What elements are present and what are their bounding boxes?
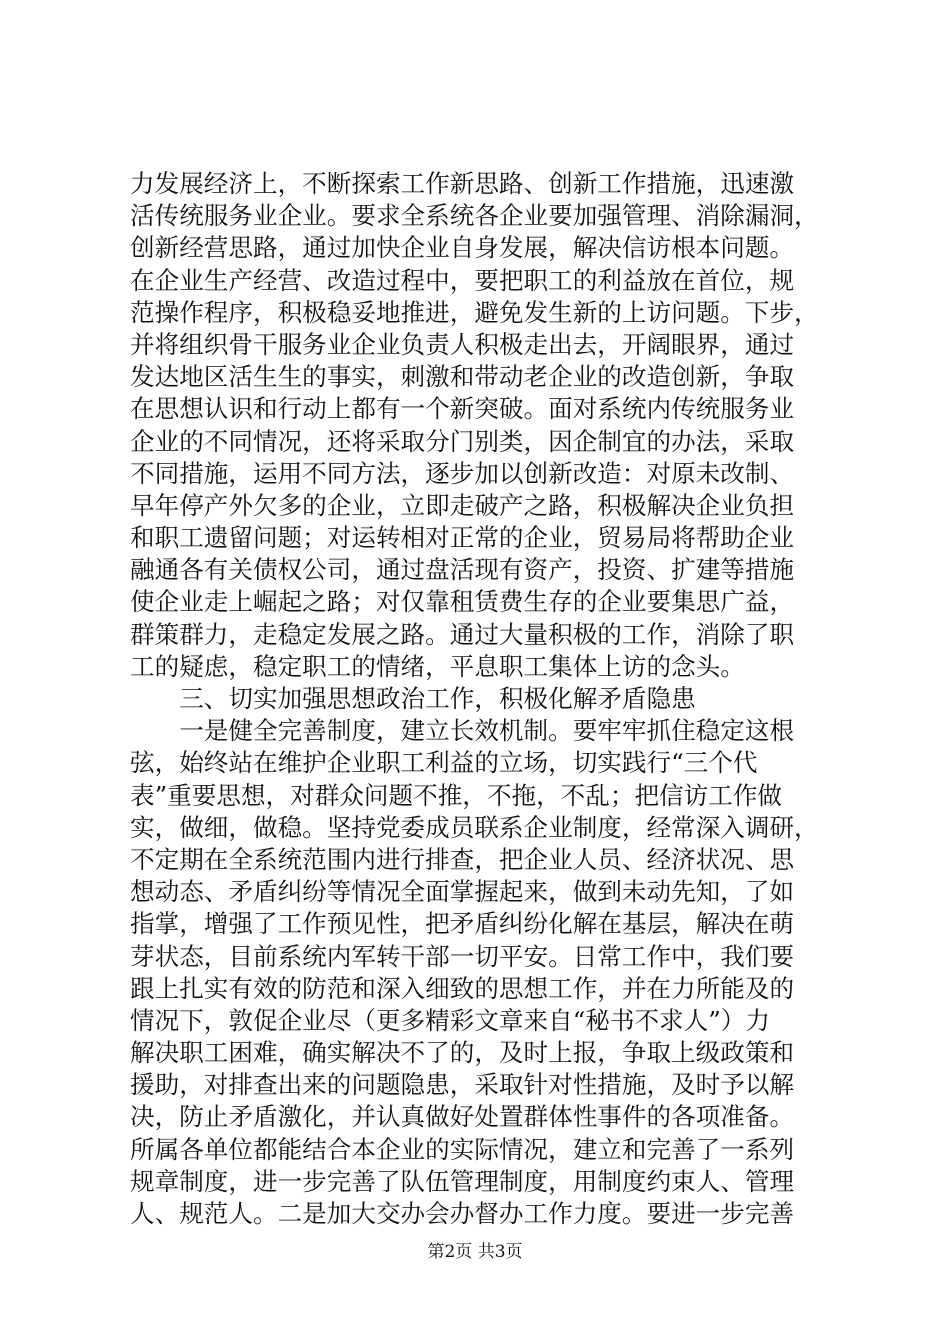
text-line-14: 使企业走上崛起之路；对仅靠租赁费生存的企业要集思广益， <box>130 587 795 617</box>
text-line-20: 表”重要思想，对群众问题不推，不拖，不乱；把信访工作做 <box>130 780 783 810</box>
text-line-15: 群策群力，走稳定发展之路。通过大量积极的工作，消除了职 <box>130 619 795 649</box>
page-number-footer: 第2页 共3页 <box>427 1242 523 1262</box>
text-line-28: 解决职工困难，确实解决不了的，及时上报，争取上级政策和 <box>130 1038 795 1068</box>
text-line-16: 工的疑虑，稳定职工的情绪，平息职工集体上访的念头。 <box>130 651 745 681</box>
text-line-30: 决，防止矛盾激化，并认真做好处置群体性事件的各项准备。 <box>130 1102 795 1132</box>
text-line-22: 不定期在全系统范围内进行排查，把企业人员、经济状况、思 <box>130 844 795 874</box>
document-body <box>130 168 830 1230</box>
text-line-2: 活传统服务业企业。要求全系统各企业要加强管理、消除漏洞， <box>130 201 819 231</box>
text-line-21: 实，做细，做稳。坚持党委成员联系企业制度，经常深入调研， <box>130 812 819 842</box>
text-line-13: 融通各有关债权公司，通过盘活现有资产，投资、扩建等措施 <box>130 555 795 585</box>
text-line-31: 所属各单位都能结合本企业的实际情况，建立和完善了一系列 <box>130 1134 795 1164</box>
text-line-1: 力发展经济上，不断探索工作新思路、创新工作措施，迅速激 <box>130 169 795 198</box>
text-line-5: 范操作程序，积极稳妥地推进，避免发生新的上访问题。下步， <box>130 297 819 327</box>
text-line-6: 并将组织骨干服务业企业负责人积极走出去，开阔眼界，通过 <box>130 329 795 359</box>
text-line-11: 早年停产外欠多的企业，立即走破产之路，积极解决企业负担 <box>130 490 795 520</box>
text-line-25: 芽状态，目前系统内军转干部一切平安。日常工作中，我们要 <box>130 941 795 971</box>
text-line-18: 一是健全完善制度，建立长效机制。要牢牢抓住稳定这根 <box>130 716 795 746</box>
text-line-19: 弦，始终站在维护企业职工利益的立场，切实践行“三个代 <box>130 748 758 778</box>
text-line-24: 指掌，增强了工作预见性，把矛盾纠纷化解在基层，解决在萌 <box>130 909 795 939</box>
text-line-23: 想动态、矛盾纠纷等情况全面掌握起来，做到未动先知，了如 <box>130 877 795 907</box>
text-line-33: 人、规范人。二是加大交办会办督办工作力度。要进一步完善 <box>130 1199 795 1228</box>
text-line-9: 企业的不同情况，还将采取分门别类，因企制宜的办法，采取 <box>130 426 795 456</box>
text-line-29: 援助，对排查出来的问题隐患，采取针对性措施，及时予以解 <box>130 1070 795 1100</box>
text-line-3: 创新经营思路，通过加快企业自身发展，解决信访根本问题。 <box>130 233 795 263</box>
text-line-7: 发达地区活生生的事实，刺激和带动老企业的改造创新，争取 <box>130 362 795 392</box>
text-line-8: 在思想认识和行动上都有一个新突破。面对系统内传统服务业 <box>130 394 795 424</box>
text-line-32: 规章制度，进一步完善了队伍管理制度，用制度约束人、管理 <box>130 1166 795 1196</box>
section-heading-3: 三、切实加强思想政治工作，积极化解矛盾隐患 <box>130 684 696 713</box>
text-line-27: 情况下，敦促企业尽（更多精彩文章来自“秘书不求人”）力 <box>130 1005 770 1035</box>
text-line-12: 和职工遗留问题；对运转相对正常的企业，贸易局将帮助企业 <box>130 523 795 553</box>
text-line-10: 不同措施，运用不同方法，逐步加以创新改造：对原未改制、 <box>130 458 795 488</box>
text-line-4: 在企业生产经营、改造过程中，要把职工的利益放在首位，规 <box>130 265 795 295</box>
text-line-26: 跟上扎实有效的防范和深入细致的思想工作，并在力所能及的 <box>130 973 795 1003</box>
